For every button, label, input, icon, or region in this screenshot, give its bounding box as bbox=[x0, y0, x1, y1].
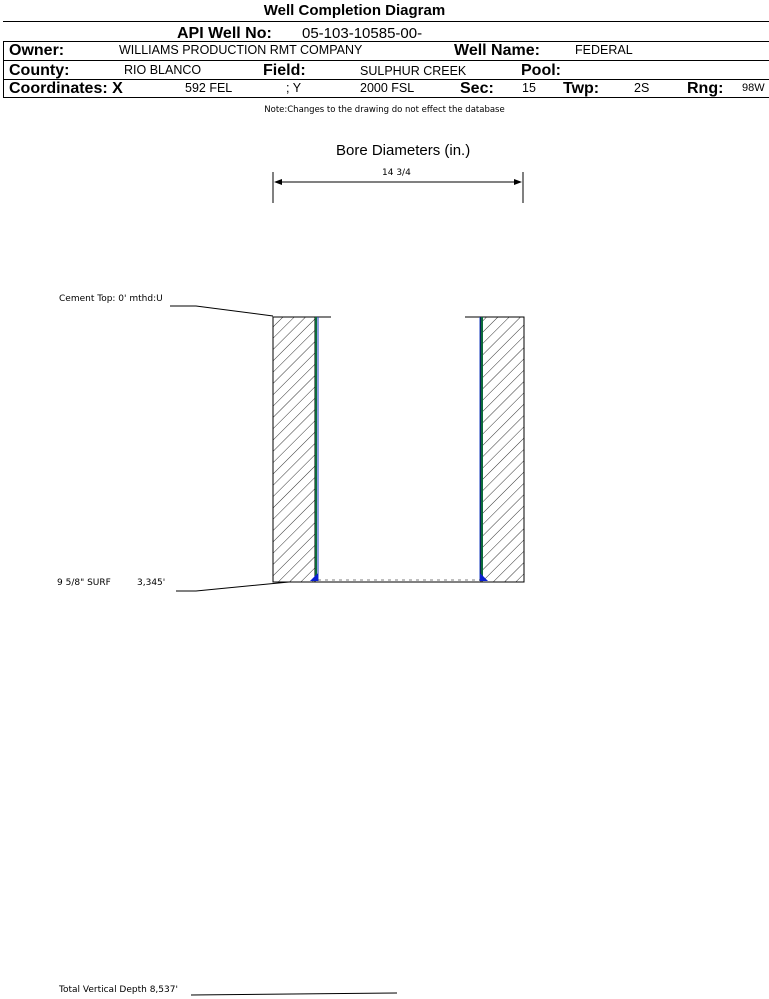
cement-top-label: Cement Top: 0' mthd:U bbox=[59, 294, 163, 304]
twp-value: 2S bbox=[634, 81, 650, 95]
rng-value: 98W bbox=[742, 82, 765, 94]
sec-value: 15 bbox=[522, 81, 536, 95]
total-depth-label: Total Vertical Depth 8,537' bbox=[59, 985, 178, 995]
sec-label: Sec: bbox=[460, 80, 494, 97]
well-name-value: FEDERAL bbox=[575, 43, 633, 57]
bore-diameter-value: 14 3/4 bbox=[382, 168, 411, 178]
coord-y-value: 2000 FSL bbox=[360, 81, 415, 95]
api-value: 05-103-10585-00- bbox=[302, 25, 423, 42]
total-depth-leader bbox=[191, 993, 397, 995]
coord-y-label: ; Y bbox=[286, 81, 302, 95]
cement-annulus-right bbox=[481, 317, 524, 582]
diagram-title: Well Completion Diagram bbox=[263, 2, 446, 19]
coord-x-value: 592 FEL bbox=[185, 81, 233, 95]
cement-annulus-left bbox=[273, 317, 315, 582]
field-value: SULPHUR CREEK bbox=[360, 64, 467, 78]
api-label: API Well No: bbox=[177, 25, 272, 42]
field-label: Field: bbox=[263, 62, 306, 79]
database-note: Note:Changes to the drawing do not effect the database bbox=[264, 105, 505, 115]
well-name-label: Well Name: bbox=[454, 42, 540, 59]
twp-label: Twp: bbox=[563, 80, 600, 97]
casing-depth: 3,345' bbox=[137, 578, 166, 588]
county-value: RIO BLANCO bbox=[124, 63, 202, 77]
rng-label: Rng: bbox=[687, 80, 724, 97]
cement-top-leader bbox=[170, 306, 273, 316]
owner-value: WILLIAMS PRODUCTION RMT COMPANY bbox=[119, 43, 363, 57]
owner-label: Owner: bbox=[9, 42, 65, 59]
coordinates-label: Coordinates: X bbox=[9, 80, 123, 97]
casing-leader bbox=[176, 582, 289, 591]
casing-label: 9 5/8" SURF bbox=[57, 578, 111, 588]
pool-label: Pool: bbox=[521, 62, 561, 79]
county-label: County: bbox=[9, 62, 70, 79]
bore-dimension-line bbox=[273, 172, 523, 203]
bore-diameters-title: Bore Diameters (in.) bbox=[336, 142, 471, 159]
